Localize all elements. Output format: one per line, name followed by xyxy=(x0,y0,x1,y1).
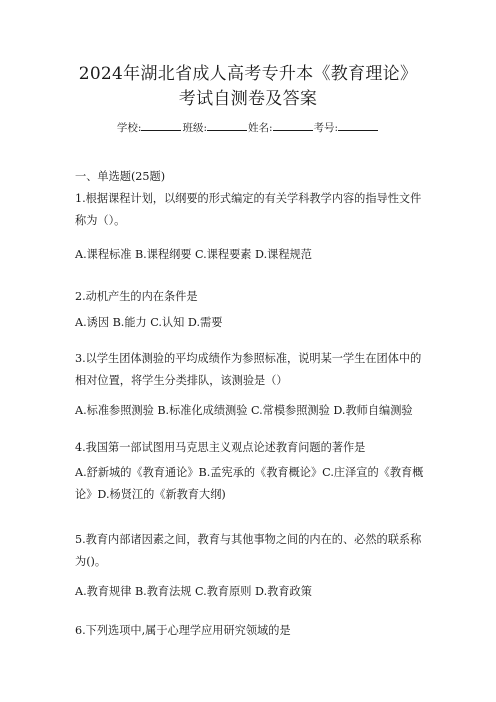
name-label: 姓名: xyxy=(248,122,273,134)
question-3-stem: 3.以学生团体测验的平均成绩作为参照标准，说明某一学生在团体中的相对位置，将学生分类排队，该测验是（） xyxy=(75,352,422,387)
question-5-options: A.教育规律 B.教育法规 C.教育原则 D.教育政策 xyxy=(75,585,312,598)
question-3-options: A.标准参照测验 B.标准化成绩测验 C.常模参照测验 D.教师自编测验 xyxy=(75,404,413,417)
school-blank xyxy=(141,119,181,131)
student-info-line xyxy=(0,119,496,136)
question-2-stem: 2.动机产生的内在条件是 xyxy=(75,290,198,303)
exam-number-label: 考号: xyxy=(313,122,339,134)
question-5-stem: 5.教育内部诸因素之间，教育与其他事物之间的内在的、必然的联系称为()。 xyxy=(75,533,422,568)
question-2-options: A.诱因 B.能力 C.认知 D.需要 xyxy=(75,316,223,329)
question-4-options: A.舒新城的《教育通论》B.孟宪承的《教育概论》C.庄泽宣的《教育概论》D.杨贤江的《新教育大纲) xyxy=(75,466,424,501)
document-title-line-1: 2024年湖北省成人高考专升本《教育理论》 xyxy=(78,64,418,84)
question-1-options: A.课程标准 B.课程纲要 C.课程要素 D.课程规范 xyxy=(75,248,312,261)
question-1-stem: 1.根据课程计划，以纲要的形式编定的有关学科教学内容的指导性文件称为（）。 xyxy=(75,192,422,227)
name-blank xyxy=(273,119,313,131)
class-blank xyxy=(207,119,247,131)
question-4-stem: 4.我国第一部试图用马克思主义观点论述教育问题的著作是 xyxy=(75,441,366,454)
class-label: 班级: xyxy=(182,122,207,134)
section-heading: 一、单选题(25题) xyxy=(75,170,166,183)
exam-number-blank xyxy=(338,119,378,131)
question-6-stem: 6.下列选项中,属于心理学应用研究领域的是 xyxy=(75,624,291,637)
school-label: 学校: xyxy=(116,122,142,134)
document-title-line-2: 考试自测卷及答案 xyxy=(178,89,318,109)
